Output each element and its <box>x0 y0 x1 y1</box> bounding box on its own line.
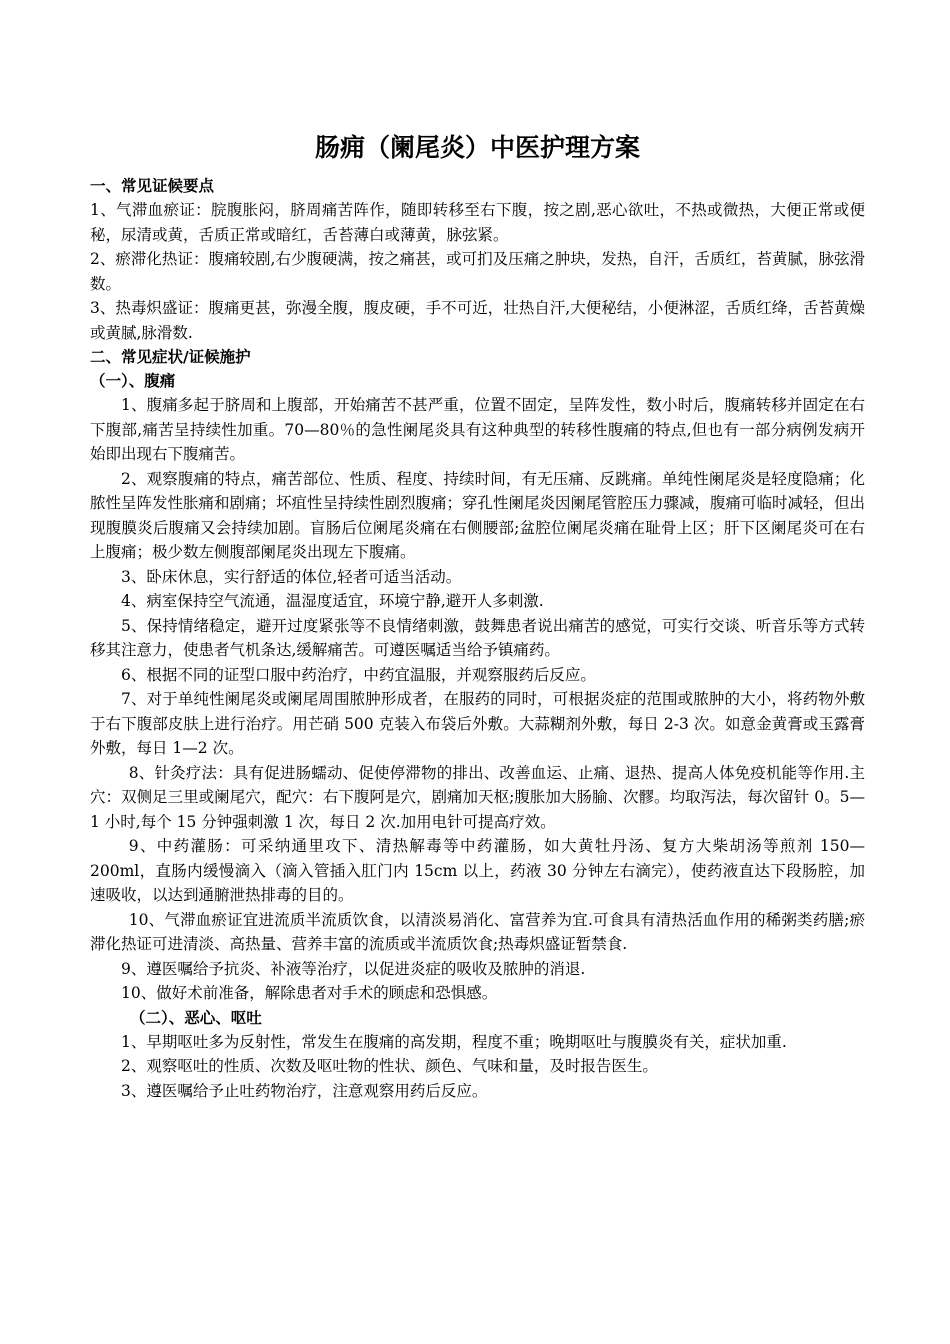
pain-item: 5、保持情绪稳定，避开过度紧张等不良情绪刺激，鼓舞患者说出痛苦的感觉，可实行交谈、听音乐等方式转移其注意力，使患者气机条达,缓解痛苦。可遵医嘱适当给予镇痛药。 <box>90 616 865 659</box>
pain-item: 7、对于单纯性阑尾炎或阑尾周围脓肿形成者，在服药的同时，可根据炎症的范围或脓肿的大小，将药物外敷于右下腹部皮肤上进行治疗。用芒硝 500 克装入布袋后外敷。大蒜糊剂外敷，每日 2-3 次。如意金黄膏或玉露膏外敷，每日 1—2 次。 <box>90 690 865 757</box>
page-title: 肠痈（阑尾炎）中医护理方案 <box>314 133 640 162</box>
subsection-heading-nausea-vomiting: （二）、恶心、呕吐 <box>130 1008 262 1027</box>
pain-item: 3、卧床休息，实行舒适的体位,轻者可适当活动。 <box>121 567 462 586</box>
pain-item: 9、中药灌肠：可采纳通里攻下、清热解毒等中药灌肠，如大黄牡丹汤、复方大柴胡汤等煎剂 150—200ml，直肠内缓慢滴入（滴入管插入肛门内 15cm 以上，药液 30 分钟左右滴完），使药液直达下段肠腔，加速吸收，以达到通腑泄热排毒的目的。 <box>90 837 865 904</box>
section-heading-syndromes: 一、常见证候要点 <box>90 177 215 195</box>
vomit-item: 2、观察呕吐的性质、次数及呕吐物的性状、颜色、气味和量，及时报告医生。 <box>121 1057 658 1075</box>
pain-item: 4、病室保持空气流通，温湿度适宜，环境宁静,避开人多刺激. <box>121 592 544 610</box>
syndrome-item: 3、热毒炽盛证：腹痛更甚，弥漫全腹，腹皮硬，手不可近，壮热自汗,大便秘结，小便淋涩，舌质红绛，舌苔黄燥或黄腻,脉滑数. <box>90 299 865 342</box>
pain-item: 6、根据不同的证型口服中药治疗，中药宜温服，并观察服药后反应。 <box>121 665 596 684</box>
vomit-item: 3、遵医嘱给予止吐药物治疗，注意观察用药后反应。 <box>121 1081 488 1100</box>
pain-item: 1、腹痛多起于脐周和上腹部，开始痛苦不甚严重，位置不固定，呈阵发性，数小时后，腹痛转移并固定在右下腹部,痛苦呈持续性加重。70—80％的急性阑尾炎具有这种典型的转移性腹痛的特点,但也有一部分病例发病开始即出现右下腹痛苦。 <box>90 396 865 463</box>
pain-item: 10、气滞血瘀证宜进流质半流质饮食，以清淡易消化、富营养为宜.可食具有清热活血作用的稀粥类药膳;瘀滞化热证可进清淡、高热量、营养丰富的流质或半流质饮食;热毒炽盛证暂禁食. <box>90 910 865 953</box>
section-heading-nursing: 二、常见症状/证候施护 <box>90 348 251 366</box>
vomit-item: 1、早期呕吐多为反射性，常发生在腹痛的高发期，程度不重；晚期呕吐与腹膜炎有关，症状加重. <box>121 1032 787 1051</box>
pain-item: 2、观察腹痛的特点，痛苦部位、性质、程度、持续时间，有无压痛、反跳痛。单纯性阑尾炎是轻度隐痛；化脓性呈阵发性胀痛和剧痛；坏疽性呈持续性剧烈腹痛；穿孔性阑尾炎因阑尾管腔压力骤减，腹痛可临时减轻，但出现腹膜炎后腹痛又会持续加剧。盲肠后位阑尾炎痛在右侧腰部;盆腔位阑尾炎痛在耻骨上区；肝下区阑尾炎可在右上腹痛；极少数左侧腹部阑尾炎出现左下腹痛。 <box>90 469 866 561</box>
subsection-heading-abdominal-pain: （一）、腹痛 <box>90 372 176 390</box>
pain-item: 8、针灸疗法：具有促进肠蠕动、促使停滞物的排出、改善血运、止痛、退热、提高人体免疫机能等作用.主穴：双侧足三里或阑尾穴，配穴：右下腹阿是穴，剧痛加天枢;腹胀加大肠腧、次髎。均取泻法，每次留针 0。5—1 小时,每个 15 分钟强刺激 1 次，每日 2 次.加用电针可提高疗效。 <box>90 763 865 831</box>
pain-item: 9、遵医嘱给予抗炎、补液等治疗，以促进炎症的吸收及脓肿的消退. <box>121 959 586 978</box>
pain-item: 10、做好术前准备，解除患者对手术的顾虑和恐惧感。 <box>121 984 498 1002</box>
document-page <box>90 128 865 1103</box>
syndrome-item: 2、瘀滞化热证：腹痛较剧,右少腹硬满，按之痛甚，或可扪及压痛之肿块，发热，自汗，舌质红，苔黄腻，脉弦滑数。 <box>90 250 865 293</box>
syndrome-item: 1、气滞血瘀证：脘腹胀闷，脐周痛苦阵作，随即转移至右下腹，按之剧,恶心欲吐，不热或微热，大便正常或便秘，尿清或黄，舌质正常或暗红，舌苔薄白或薄黄，脉弦紧。 <box>90 201 865 244</box>
